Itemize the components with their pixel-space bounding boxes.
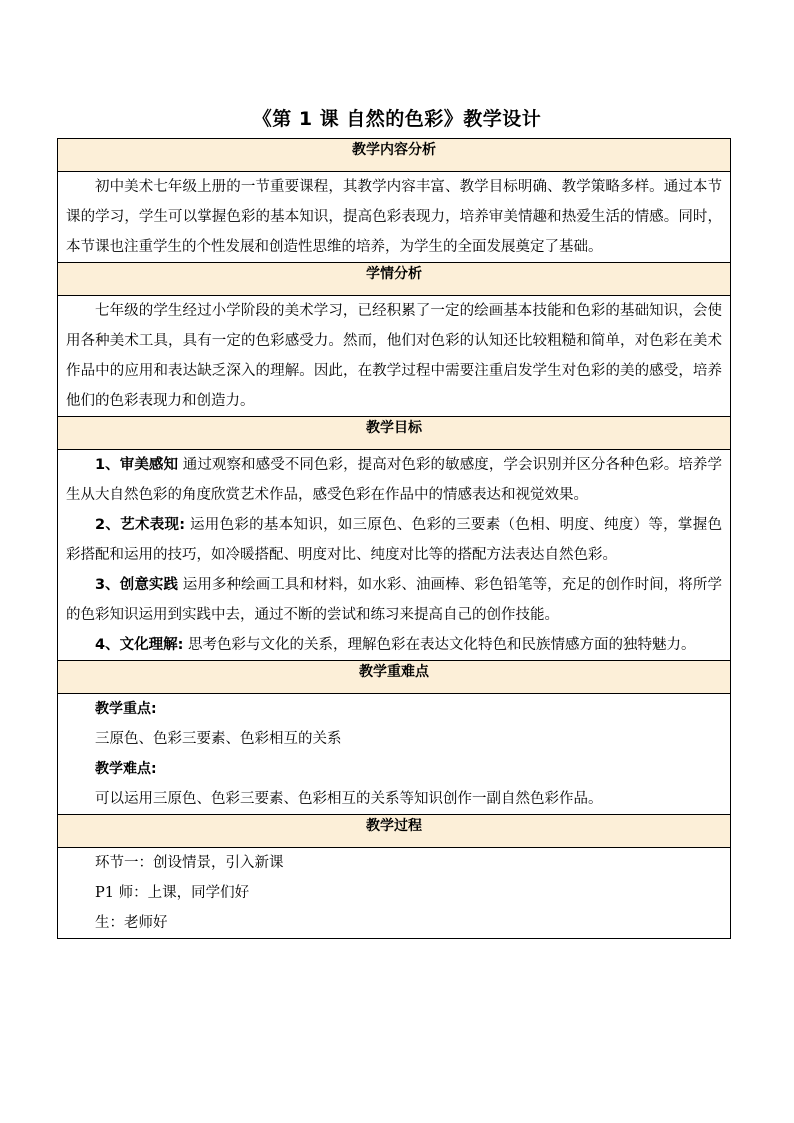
section-header-row [58, 139, 731, 172]
section-body-row [58, 848, 731, 939]
process-line: 生：老师好 [95, 915, 168, 931]
difficulty-text: 可以运用三原色、色彩三要素、色彩相互的关系等知识创作一副自然色彩作品。 [95, 791, 603, 807]
student-analysis-text: 七年级的学生经过小学阶段的美术学习，已经积累了一定的绘画基本技能和色彩的基础知识，会使用各种美术工具，具有一定的色彩感受力。然而，他们对色彩的认知还比较粗糙和简单，对色彩在美术作品中的应用和表达缺乏深入的理解。因此，在教学过程中需要注重启发学生对色彩的美的感受，培养他们的色彩表现力和创造力。 [66, 303, 722, 409]
section-body-key-points [58, 694, 731, 815]
page-title: 《第 1 课 自然的色彩》教学设计 [252, 108, 542, 130]
process-line: P1 师：上课，同学们好 [95, 885, 250, 901]
section-header-row [58, 263, 731, 296]
section-body-row [58, 172, 731, 263]
objective-label: 2、艺术表现: [95, 517, 186, 533]
objective-text: 运用色彩的基本知识，如三原色、色彩的三要素（色相、明度、纯度）等，掌握色彩搭配和运用的技巧，如冷暖搭配、明度对比、纯度对比等的搭配方法表达自然色彩。 [66, 517, 723, 563]
objective-item [66, 570, 722, 630]
section-body-objectives [58, 450, 731, 661]
objective-item [66, 630, 722, 660]
section-body-row [58, 694, 731, 815]
section-header-row [58, 815, 731, 848]
section-heading-content-analysis: 教学内容分析 [58, 139, 731, 172]
section-body-process [58, 848, 731, 939]
objective-label: 3、创意实践 [95, 577, 179, 593]
section-heading-key-points: 教学重难点 [58, 661, 731, 694]
content-analysis-text: 初中美术七年级上册的一节重要课程，其教学内容丰富、教学目标明确、教学策略多样。通过本节课的学习，学生可以掌握色彩的基本知识，提高色彩表现力，培养审美情趣和热爱生活的情感。同时，本节课也注重学生的个性发展和创造性思维的培养，为学生的全面发展奠定了基础。 [66, 179, 722, 255]
objective-text: 思考色彩与文化的关系，理解色彩在表达文化特色和民族情感方面的独特魅力。 [183, 637, 696, 653]
section-body-content-analysis [58, 172, 731, 263]
section-header-row [58, 661, 731, 694]
objective-item [66, 450, 722, 510]
objective-text: 运用多种绘画工具和材料，如水彩、油画棒、彩色铅笔等，充足的创作时间，将所学的色彩知识运用到实践中去，通过不断的尝试和练习来提高自己的创作技能。 [66, 577, 723, 623]
objective-text: 通过观察和感受不同色彩，提高对色彩的敏感度，学会识别并区分各种色彩。培养学生从大自然色彩的角度欣赏艺术作品，感受色彩在作品中的情感表达和视觉效果。 [66, 457, 723, 503]
section-heading-student-analysis: 学情分析 [58, 263, 731, 296]
section-body-row [58, 296, 731, 417]
lesson-plan-table [57, 138, 731, 939]
objective-item [66, 510, 722, 570]
section-heading-process: 教学过程 [58, 815, 731, 848]
section-heading-objectives: 教学目标 [58, 417, 731, 450]
process-line: 环节一：创设情景，引入新课 [95, 855, 284, 871]
focus-label: 教学重点: [95, 701, 157, 717]
section-body-row [58, 450, 731, 661]
objective-label: 1、审美感知 [95, 457, 179, 473]
section-body-student-analysis [58, 296, 731, 417]
focus-text: 三原色、色彩三要素、色彩相互的关系 [95, 731, 342, 747]
section-header-row [58, 417, 731, 450]
objective-label: 4、文化理解: [95, 637, 184, 653]
difficulty-label: 教学难点: [95, 761, 157, 777]
